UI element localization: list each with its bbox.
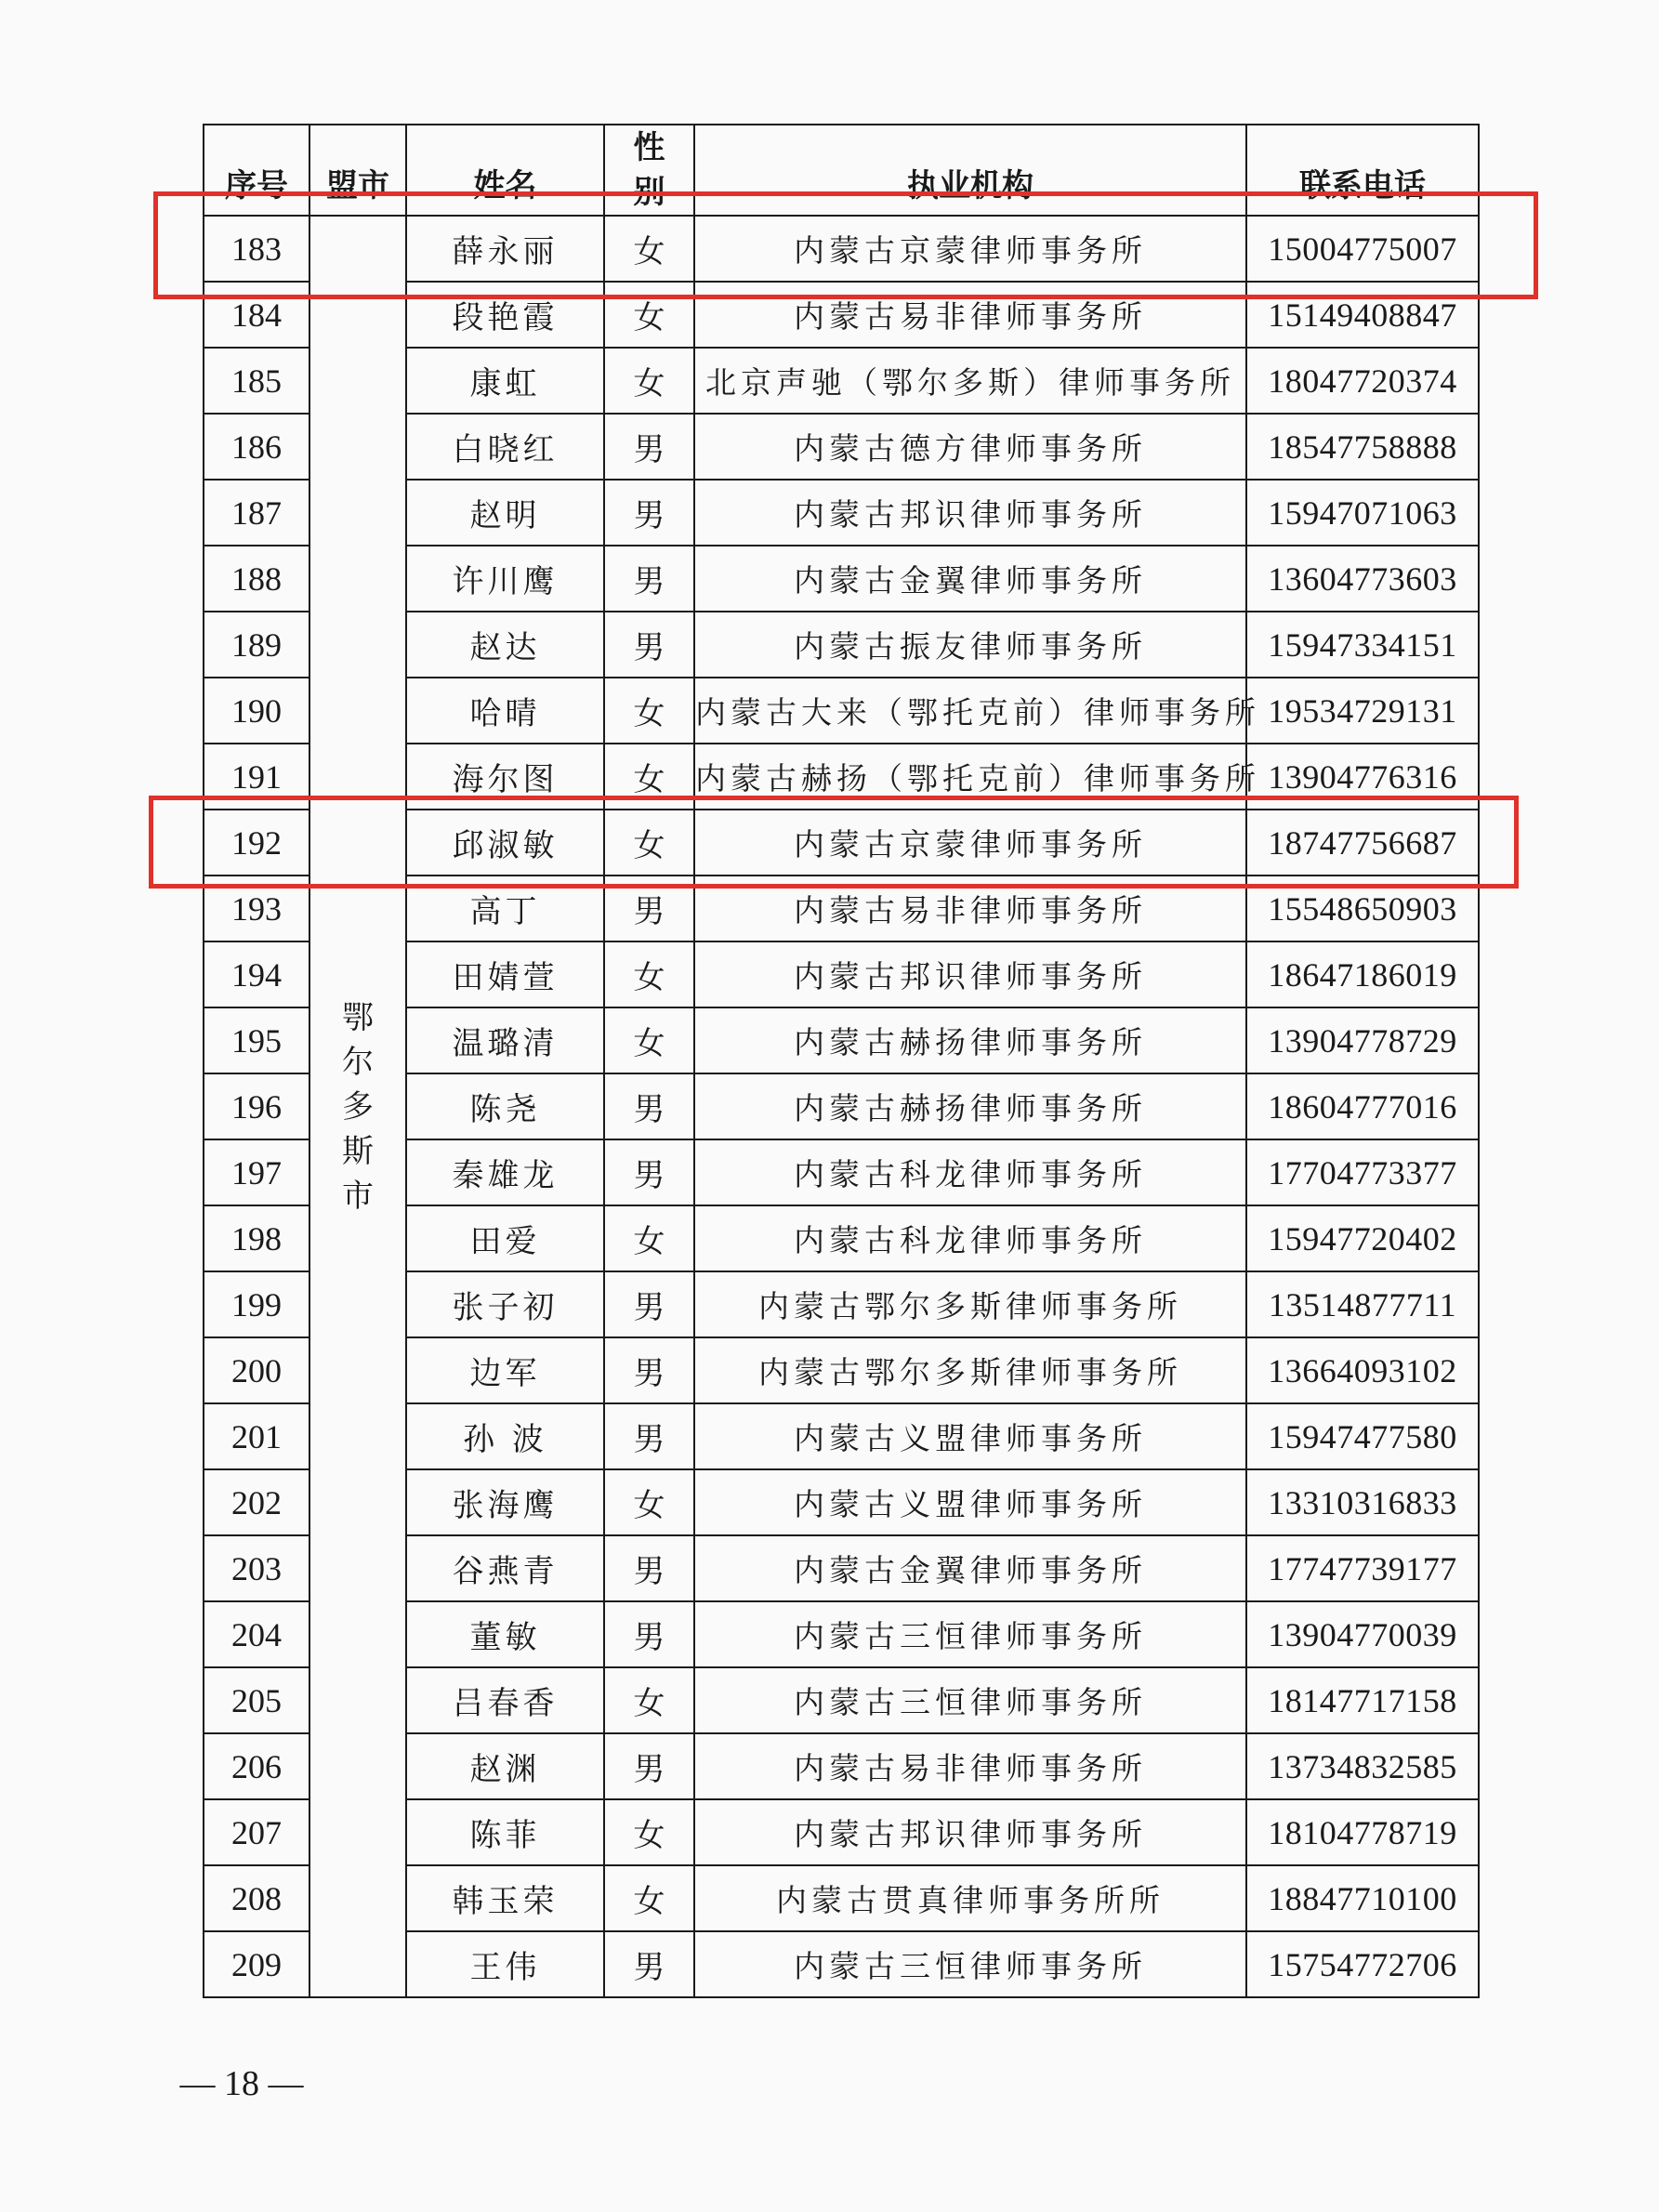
cell-name: 董敏 [406, 1601, 604, 1667]
cell-org: 内蒙古鄂尔多斯律师事务所 [694, 1337, 1246, 1403]
cell-seq: 208 [204, 1865, 309, 1931]
cell-org: 内蒙古大来（鄂托克前）律师事务所 [694, 678, 1246, 744]
lawyer-roster-table [203, 124, 1480, 1998]
cell-seq: 183 [204, 216, 309, 282]
cell-gender: 女 [604, 348, 694, 414]
cell-gender: 女 [604, 1865, 694, 1931]
table-row [204, 216, 1479, 282]
header-org: 执业机构 [694, 125, 1246, 216]
cell-seq: 201 [204, 1403, 309, 1469]
cell-gender: 男 [604, 546, 694, 612]
cell-name: 温璐清 [406, 1007, 604, 1073]
cell-phone: 15947477580 [1246, 1403, 1479, 1469]
cell-gender: 女 [604, 678, 694, 744]
cell-gender: 男 [604, 876, 694, 941]
cell-name: 赵达 [406, 612, 604, 678]
cell-name: 薛永丽 [406, 216, 604, 282]
cell-org: 内蒙古义盟律师事务所 [694, 1469, 1246, 1535]
cell-phone: 15004775007 [1246, 216, 1479, 282]
cell-name: 田爱 [406, 1205, 604, 1271]
cell-name: 孙 波 [406, 1403, 604, 1469]
cell-gender: 女 [604, 810, 694, 876]
cell-name: 赵渊 [406, 1733, 604, 1799]
cell-org: 内蒙古赫扬律师事务所 [694, 1007, 1246, 1073]
cell-org: 内蒙古德方律师事务所 [694, 414, 1246, 480]
cell-seq: 189 [204, 612, 309, 678]
cell-gender: 女 [604, 1799, 694, 1865]
cell-phone: 15947720402 [1246, 1205, 1479, 1271]
cell-org: 内蒙古易非律师事务所 [694, 282, 1246, 348]
cell-gender: 男 [604, 1403, 694, 1469]
cell-gender: 男 [604, 1733, 694, 1799]
cell-seq: 197 [204, 1139, 309, 1205]
cell-name: 谷燕青 [406, 1535, 604, 1601]
cell-gender: 女 [604, 941, 694, 1007]
cell-seq: 186 [204, 414, 309, 480]
cell-phone: 13514877711 [1246, 1271, 1479, 1337]
cell-phone: 13664093102 [1246, 1337, 1479, 1403]
cell-phone: 15947334151 [1246, 612, 1479, 678]
cell-org: 内蒙古邦识律师事务所 [694, 1799, 1246, 1865]
cell-seq: 203 [204, 1535, 309, 1601]
cell-name: 邱淑敏 [406, 810, 604, 876]
cell-seq: 190 [204, 678, 309, 744]
cell-name: 张海鹰 [406, 1469, 604, 1535]
header-gender: 性别 [604, 125, 694, 216]
cell-phone: 13904778729 [1246, 1007, 1479, 1073]
cell-phone: 17747739177 [1246, 1535, 1479, 1601]
cell-phone: 18104778719 [1246, 1799, 1479, 1865]
cell-org: 内蒙古京蒙律师事务所 [694, 810, 1246, 876]
cell-gender: 男 [604, 480, 694, 546]
cell-name: 康虹 [406, 348, 604, 414]
cell-seq: 187 [204, 480, 309, 546]
cell-gender: 女 [604, 1205, 694, 1271]
cell-seq: 195 [204, 1007, 309, 1073]
cell-name: 边军 [406, 1337, 604, 1403]
header-phone: 联系电话 [1246, 125, 1479, 216]
cell-name: 陈菲 [406, 1799, 604, 1865]
cell-seq: 191 [204, 744, 309, 810]
cell-phone: 18604777016 [1246, 1073, 1479, 1139]
cell-org: 内蒙古易非律师事务所 [694, 1733, 1246, 1799]
cell-org: 内蒙古金翼律师事务所 [694, 1535, 1246, 1601]
cell-gender: 男 [604, 1535, 694, 1601]
header-city: 盟市 [309, 125, 406, 216]
cell-seq: 207 [204, 1799, 309, 1865]
cell-phone: 15754772706 [1246, 1931, 1479, 1997]
cell-org: 内蒙古三恒律师事务所 [694, 1931, 1246, 1997]
cell-gender: 男 [604, 1139, 694, 1205]
cell-name: 张子初 [406, 1271, 604, 1337]
cell-gender: 男 [604, 414, 694, 480]
cell-name: 陈尧 [406, 1073, 604, 1139]
cell-seq: 193 [204, 876, 309, 941]
cell-phone: 15947071063 [1246, 480, 1479, 546]
cell-phone: 15149408847 [1246, 282, 1479, 348]
cell-phone: 13604773603 [1246, 546, 1479, 612]
cell-phone: 18647186019 [1246, 941, 1479, 1007]
cell-name: 田婧萱 [406, 941, 604, 1007]
cell-org: 内蒙古义盟律师事务所 [694, 1403, 1246, 1469]
cell-seq: 198 [204, 1205, 309, 1271]
cell-org: 内蒙古邦识律师事务所 [694, 941, 1246, 1007]
cell-gender: 女 [604, 744, 694, 810]
cell-seq: 205 [204, 1667, 309, 1733]
cell-name: 王伟 [406, 1931, 604, 1997]
cell-phone: 13904776316 [1246, 744, 1479, 810]
cell-seq: 204 [204, 1601, 309, 1667]
cell-seq: 199 [204, 1271, 309, 1337]
cell-phone: 18547758888 [1246, 414, 1479, 480]
cell-name: 段艳霞 [406, 282, 604, 348]
cell-name: 秦雄龙 [406, 1139, 604, 1205]
cell-phone: 15548650903 [1246, 876, 1479, 941]
cell-gender: 女 [604, 282, 694, 348]
cell-org: 内蒙古鄂尔多斯律师事务所 [694, 1271, 1246, 1337]
cell-phone: 18047720374 [1246, 348, 1479, 414]
cell-org: 内蒙古赫扬律师事务所 [694, 1073, 1246, 1139]
cell-org: 内蒙古邦识律师事务所 [694, 480, 1246, 546]
cell-gender: 女 [604, 1667, 694, 1733]
cell-name: 高丁 [406, 876, 604, 941]
cell-name: 赵明 [406, 480, 604, 546]
cell-gender: 女 [604, 1469, 694, 1535]
cell-gender: 男 [604, 1931, 694, 1997]
cell-seq: 192 [204, 810, 309, 876]
cell-org: 内蒙古振友律师事务所 [694, 612, 1246, 678]
city-label: 鄂尔多斯市 [342, 998, 374, 1215]
header-name: 姓名 [406, 125, 604, 216]
cell-name: 吕春香 [406, 1667, 604, 1733]
cell-gender: 女 [604, 216, 694, 282]
cell-phone: 13904770039 [1246, 1601, 1479, 1667]
table-header-row [204, 125, 1479, 216]
cell-org: 北京声驰（鄂尔多斯）律师事务所 [694, 348, 1246, 414]
cell-seq: 196 [204, 1073, 309, 1139]
cell-phone: 18847710100 [1246, 1865, 1479, 1931]
cell-name: 哈晴 [406, 678, 604, 744]
cell-seq: 194 [204, 941, 309, 1007]
cell-seq: 185 [204, 348, 309, 414]
page-number: — 18 — [179, 2064, 304, 2103]
cell-org: 内蒙古赫扬（鄂托克前）律师事务所 [694, 744, 1246, 810]
cell-phone: 13310316833 [1246, 1469, 1479, 1535]
header-seq: 序号 [204, 125, 309, 216]
cell-org: 内蒙古三恒律师事务所 [694, 1667, 1246, 1733]
cell-org: 内蒙古科龙律师事务所 [694, 1139, 1246, 1205]
cell-name: 白晓红 [406, 414, 604, 480]
cell-org: 内蒙古易非律师事务所 [694, 876, 1246, 941]
cell-phone: 13734832585 [1246, 1733, 1479, 1799]
cell-phone: 19534729131 [1246, 678, 1479, 744]
cell-name: 韩玉荣 [406, 1865, 604, 1931]
cell-seq: 188 [204, 546, 309, 612]
cell-seq: 200 [204, 1337, 309, 1403]
cell-seq: 184 [204, 282, 309, 348]
cell-phone: 17704773377 [1246, 1139, 1479, 1205]
cell-org: 内蒙古科龙律师事务所 [694, 1205, 1246, 1271]
cell-org: 内蒙古京蒙律师事务所 [694, 216, 1246, 282]
cell-name: 许川鹰 [406, 546, 604, 612]
cell-gender: 男 [604, 1601, 694, 1667]
cell-phone: 18147717158 [1246, 1667, 1479, 1733]
cell-seq: 209 [204, 1931, 309, 1997]
cell-gender: 女 [604, 1007, 694, 1073]
cell-seq: 202 [204, 1469, 309, 1535]
cell-phone: 18747756687 [1246, 810, 1479, 876]
cell-gender: 男 [604, 1271, 694, 1337]
cell-gender: 男 [604, 612, 694, 678]
cell-org: 内蒙古贯真律师事务所所 [694, 1865, 1246, 1931]
cell-city-merged [309, 216, 406, 1997]
cell-gender: 男 [604, 1073, 694, 1139]
cell-gender: 男 [604, 1337, 694, 1403]
cell-org: 内蒙古金翼律师事务所 [694, 546, 1246, 612]
cell-name: 海尔图 [406, 744, 604, 810]
cell-org: 内蒙古三恒律师事务所 [694, 1601, 1246, 1667]
cell-seq: 206 [204, 1733, 309, 1799]
